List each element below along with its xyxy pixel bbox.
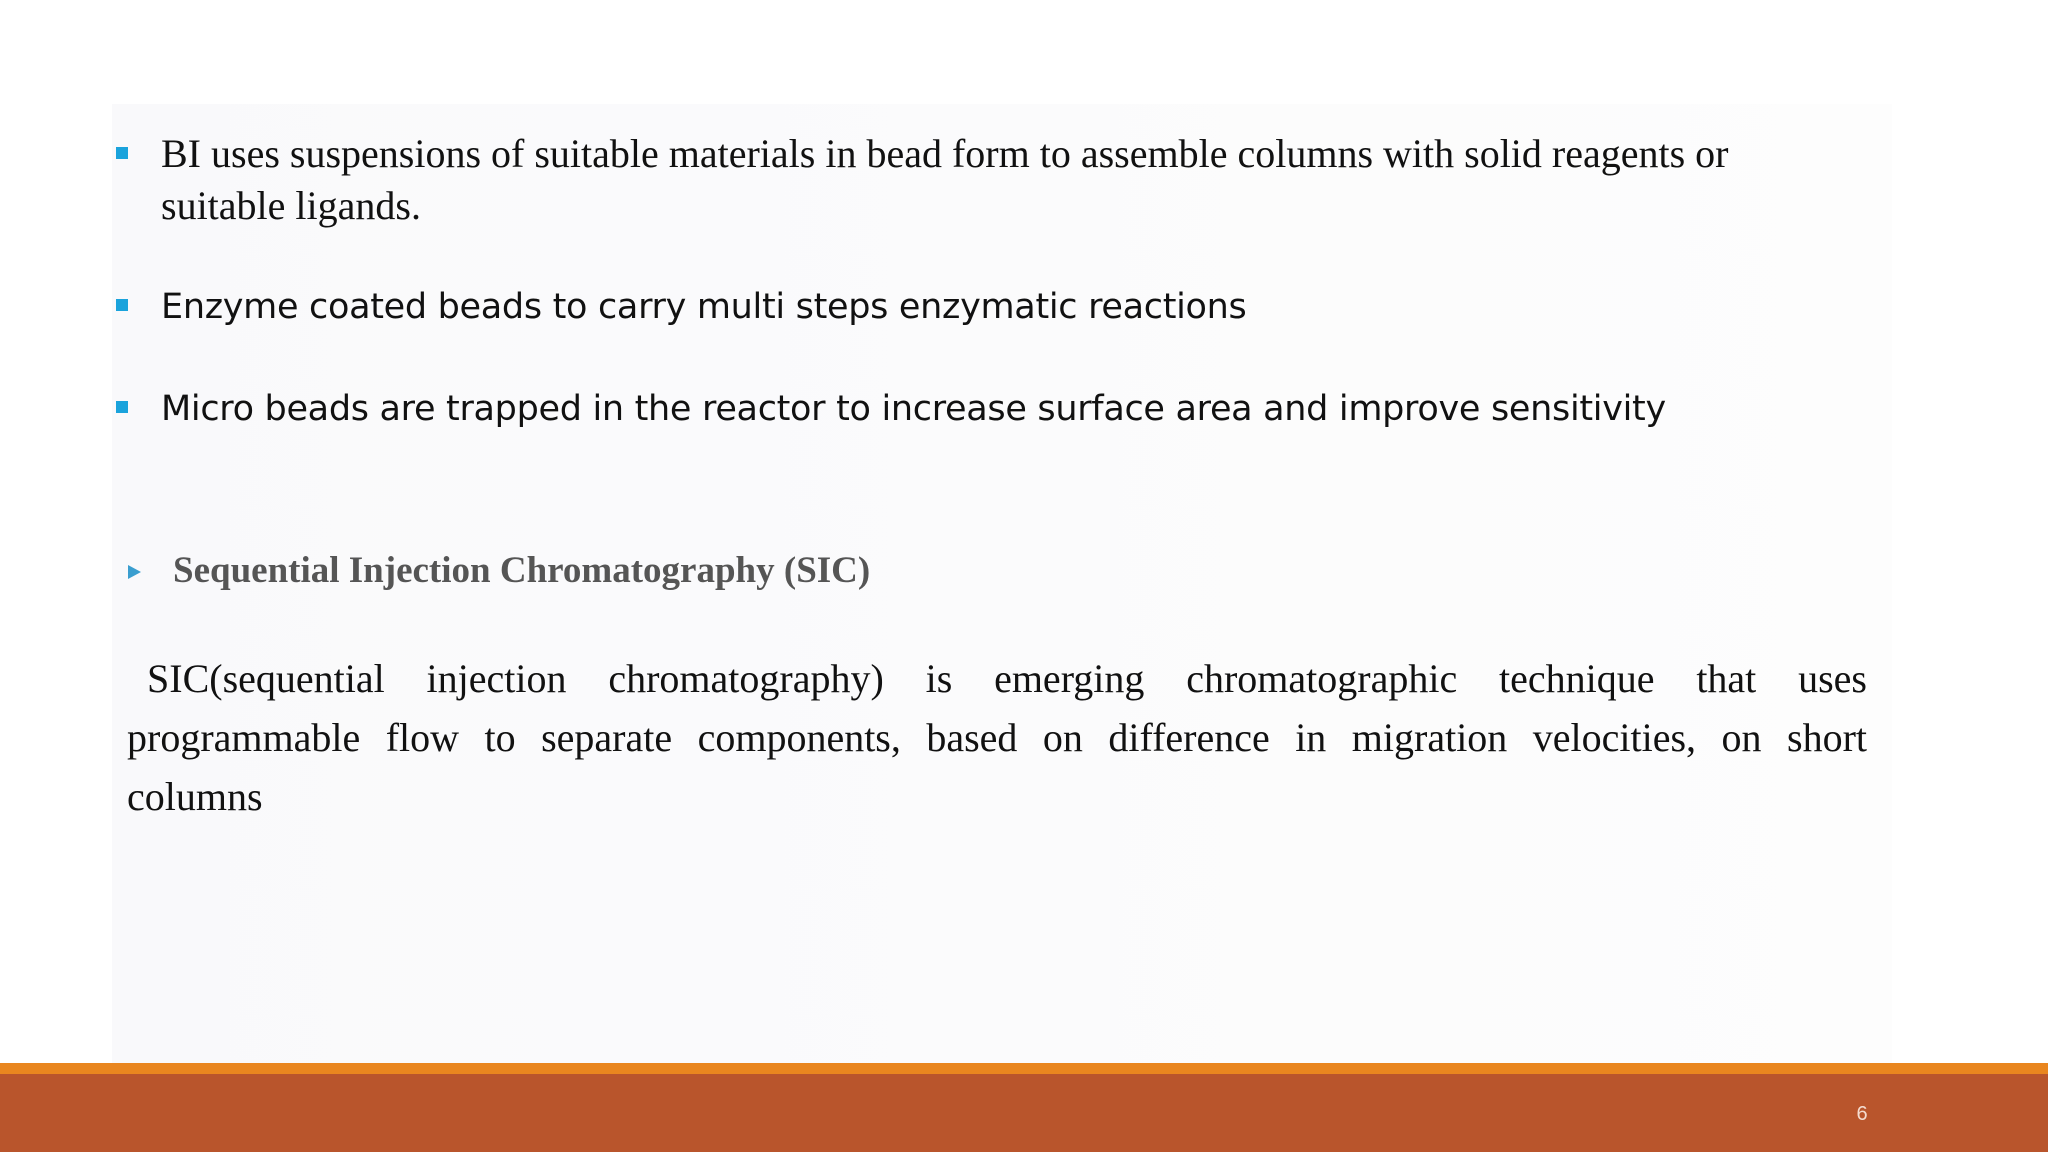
- bullet-item: [114, 384, 1774, 434]
- bullet-list: [114, 128, 1774, 434]
- bullet-text: Enzyme coated beads to carry multi steps enzymatic reactions: [161, 287, 1247, 327]
- arrowhead-bullet-icon: [128, 565, 141, 579]
- footer-bar: [0, 1074, 2048, 1152]
- bullet-item: [114, 282, 1774, 332]
- square-bullet-icon: [116, 299, 128, 311]
- footer-accent-stripe: [0, 1063, 2048, 1074]
- square-bullet-icon: [116, 401, 128, 413]
- section-heading-text: Sequential Injection Chromatography (SIC): [173, 549, 871, 591]
- bullet-item: [114, 128, 1774, 232]
- bullet-text: Micro beads are trapped in the reactor to increase surface area and improve sensitivity: [161, 389, 1666, 429]
- square-bullet-icon: [116, 147, 128, 159]
- body-paragraph: SIC(sequential injection chromatography) is emerging chromatographic technique that uses programmable flow to separate components, based on difference in migration velocities, on short columns: [127, 656, 1867, 819]
- section-heading: [128, 545, 870, 595]
- bullet-text: BI uses suspensions of suitable materials in bead form to assemble columns with solid reagents or suitable ligands.: [161, 131, 1729, 228]
- page-number: 6: [1856, 1103, 1868, 1125]
